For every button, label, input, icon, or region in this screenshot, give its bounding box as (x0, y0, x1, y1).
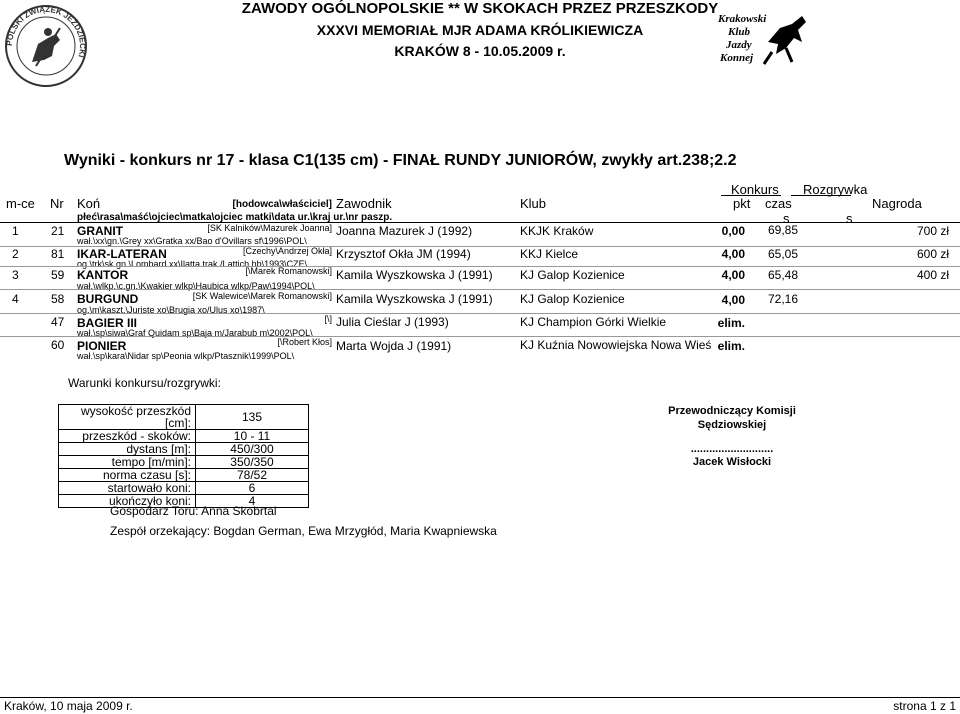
row-mce: 3 (12, 268, 19, 282)
row-club: KJ Galop Kozienice (520, 268, 625, 282)
row-club: KJ Kuźnia Nowowiejska Nowa Wieś (520, 338, 712, 352)
footer-page: strona 1 z 1 (893, 699, 956, 713)
jury-team: Zespół orzekający: Bogdan German, Ewa Mrzygłód, Maria Kwapniewska (110, 524, 497, 538)
results-title: Wyniki - konkurs nr 17 - klasa C1(135 cm) - FINAŁ RUNDY JUNIORÓW, zwykły art.238;2.2 (64, 152, 737, 169)
row-rider: Kamila Wyszkowska J (1991) (336, 292, 493, 306)
conditions-row (59, 443, 309, 456)
row-sub: og.\m\kaszt.\Juriste xo\Brugia xo/Ulus xo\1987\ (77, 305, 265, 315)
table-row (0, 336, 960, 360)
row-mce: 2 (12, 247, 19, 261)
row-pkt: 4,00 (721, 268, 745, 282)
row-prize: 700 zł (916, 224, 949, 238)
conditions-row (59, 430, 309, 443)
row-owner: [Czechy\Andrzej Okła] (242, 246, 332, 256)
kkjk-logo-line1: Krakowski (718, 13, 767, 25)
row-club: KKJK Kraków (520, 224, 594, 238)
condition-label: wysokość przeszkód [cm]: (59, 405, 196, 430)
row-club: KKJ Kielce (520, 247, 579, 261)
row-mce: 1 (12, 224, 19, 238)
condition-label: ukończyło koni: (59, 495, 196, 508)
row-rider: Julia Cieślar J (1993) (336, 315, 449, 329)
table-row (0, 313, 960, 337)
col-rozgrywka: Rozgrywka (803, 182, 868, 197)
col-czas: czas (765, 196, 792, 211)
row-nr: 21 (51, 224, 65, 238)
row-czas: 72,16 (767, 292, 798, 306)
kkjk-logo (706, 8, 816, 70)
row-nr: 59 (51, 268, 65, 282)
footer-date: Kraków, 10 maja 2009 r. (4, 699, 133, 713)
table-row (0, 222, 960, 246)
row-sub: wał.\wlkp.\c.gn.\Kwakier wlkp\Haubica wlkp/Paw\1994\POL\ (77, 281, 315, 291)
conditions-row (59, 456, 309, 469)
kkjk-logo-line2: Klub (728, 26, 751, 38)
row-nr: 60 (51, 338, 65, 352)
row-nr: 81 (51, 247, 65, 261)
col-kon: Koń (77, 196, 101, 211)
col-nr: Nr (50, 196, 64, 211)
row-horse: GRANIT (77, 224, 123, 238)
event-dates: KRAKÓW 8 - 10.05.2009 r. (394, 43, 566, 59)
conditions-row (59, 405, 309, 430)
row-sub: wał.\sp\kara\Nidar sp\Peonia wlkp/Ptasznik\1999\POL\ (77, 351, 295, 361)
row-horse: PIONIER (77, 339, 127, 353)
row-czas: 65,48 (767, 268, 798, 282)
condition-value: 350/350 (196, 456, 309, 469)
event-subtitle: XXXVI MEMORIAŁ MJR ADAMA KRÓLIKIEWICZA (316, 22, 644, 38)
col-s2: s (846, 211, 853, 226)
row-nr: 47 (51, 315, 65, 329)
col-mce: m-ce (6, 196, 35, 211)
conditions-heading: Warunki konkursu/rozgrywki: (68, 376, 221, 390)
row-pkt: elim. (717, 316, 745, 330)
col-owner: [hodowca\właściciel] (232, 199, 332, 210)
col-nagroda: Nagroda (872, 196, 922, 211)
row-sub: og.\trk\sk.gn.\Lombard xx\Ilatta trak./Lattich hb\1993\CZE\ (77, 259, 308, 269)
row-prize: 600 zł (916, 247, 949, 261)
row-rider: Marta Wojda J (1991) (336, 339, 452, 353)
conditions-row (59, 469, 309, 482)
col-konkurs: Konkurs (731, 182, 779, 197)
row-club: KJ Galop Kozienice (520, 292, 625, 306)
row-sub: wał.\sp\siwa\Graf Quidam sp\Baja m/Jarabub m\2002\POL\ (77, 328, 313, 338)
row-horse: BURGUND (77, 292, 139, 306)
row-owner: [SK Walewice\Marek Romanowski] (192, 291, 332, 301)
row-horse: KANTOR (77, 268, 129, 282)
condition-value: 4 (196, 495, 309, 508)
judge-title-line1: Przewodniczący Komisji (668, 405, 796, 417)
col-sub-header: płeć\rasa\maść\ojciec\matka\ojciec matki\data ur.\kraj ur.\nr paszp. (77, 212, 393, 223)
condition-value: 450/300 (196, 443, 309, 456)
table-row (0, 266, 960, 290)
col-zawodnik: Zawodnik (336, 196, 392, 211)
col-s1: s (783, 211, 790, 226)
condition-label: dystans [m]: (59, 443, 196, 456)
table-row (0, 289, 960, 313)
row-owner: [\] (324, 314, 332, 324)
row-club: KJ Champion Górki Wielkie (520, 315, 667, 329)
condition-label: norma czasu [s]: (59, 469, 196, 482)
kkjk-logo-line3: Jazdy (726, 39, 752, 51)
condition-value: 10 - 11 (196, 430, 309, 443)
row-rider: Krzysztof Okła JM (1994) (336, 247, 471, 261)
col-klub: Klub (520, 196, 547, 211)
judge-title-line2: Sędziowskiej (697, 419, 767, 431)
row-pkt: 4,00 (721, 293, 745, 307)
row-pkt: 4,00 (721, 247, 745, 261)
row-rider: Kamila Wyszkowska J (1991) (336, 268, 493, 282)
judge-signature-dots: ........................... (690, 443, 774, 455)
col-pkt: pkt (733, 196, 751, 211)
conditions-table (58, 404, 309, 508)
row-czas: 65,05 (767, 247, 798, 261)
row-owner: [\Marek Romanowski] (245, 266, 332, 276)
kkjk-logo-line4: Konnej (720, 52, 754, 64)
condition-value: 78/52 (196, 469, 309, 482)
row-owner: [SK Kalników\Mazurek Joanna] (207, 223, 332, 233)
row-mce: 4 (12, 292, 19, 306)
judge-name: Jacek Wisłocki (692, 456, 772, 468)
conditions-row (59, 482, 309, 495)
row-czas: 69,85 (767, 223, 798, 237)
pzj-logo-ring-text: POLSKI ZWIĄZEK JEŹDZIECKI (4, 4, 88, 59)
row-sub: wał.\xx\gn.\Grey xx\Gratka xx/Bao d'Ovillars sf\1996\POL\ (77, 236, 307, 246)
condition-value: 6 (196, 482, 309, 495)
event-title: ZAWODY OGÓLNOPOLSKIE ** W SKOKACH PRZEZ PRZESZKODY (241, 0, 719, 17)
row-nr: 58 (51, 292, 65, 306)
row-prize: 400 zł (916, 268, 949, 282)
condition-label: przeszkód - skoków: (59, 430, 196, 443)
condition-value: 135 (196, 405, 309, 430)
row-horse: BAGIER III (77, 316, 138, 330)
row-horse: IKAR-LATERAN (77, 247, 167, 261)
row-pkt: elim. (717, 339, 745, 353)
condition-label: tempo [m/min]: (59, 456, 196, 469)
condition-label: startowało koni: (59, 482, 196, 495)
row-pkt: 0,00 (721, 224, 745, 238)
course-host: Gospodarz Toru: Anna Skobrtal (110, 504, 277, 518)
row-owner: [\Robert Kłos] (277, 337, 332, 347)
row-rider: Joanna Mazurek J (1992) (336, 224, 473, 238)
